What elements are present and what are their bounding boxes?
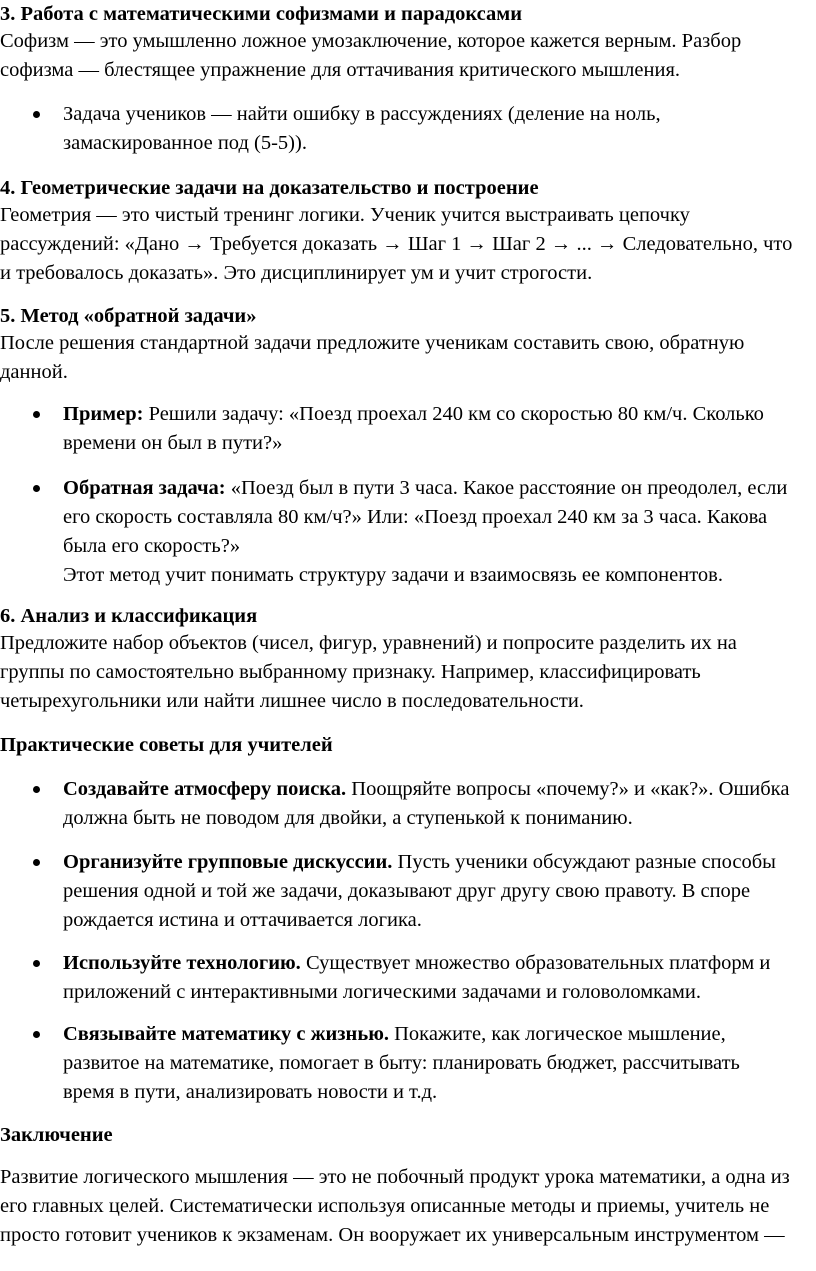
section-heading-sophisms: 3. Работа с математическими софизмами и парадоксами: [0, 3, 523, 25]
list-item-line: должна быть не поводом для двойки, а ступенькой к пониманию.: [63, 807, 633, 829]
paragraph-line: группы по самостоятельно выбранному признаку. Например, классифицировать: [0, 661, 701, 683]
section-heading-teacher-tips: Практические советы для учителей: [0, 734, 333, 756]
paragraph-line: его главных целей. Систематически используя описанные методы и приемы, учитель не: [0, 1195, 770, 1217]
list-item-line: времени он был в пути?»: [63, 432, 283, 454]
paragraph-line: Софизм — это умышленно ложное умозаключение, которое кажется верным. Разбор: [0, 30, 742, 52]
section-heading-inverse-task: 5. Метод «обратной задачи»: [0, 305, 257, 327]
list-item-line: [63, 1020, 813, 1049]
paragraph-line: четырехугольники или найти лишнее число в последовательности.: [0, 690, 584, 712]
list-item-lead: Связывайте математику с жизнью.: [63, 1023, 389, 1045]
list-item-line: рождается истина и оттачивается логика.: [63, 909, 422, 931]
list-item-line: [63, 949, 813, 978]
bullet-dot-icon: [33, 111, 40, 118]
list-item-line: была его скорость?»: [63, 535, 241, 557]
section-paragraph-sophisms: [0, 27, 816, 85]
paragraph-line: Развитие логического мышления — это не побочный продукт урока математики, а одна из: [0, 1166, 790, 1188]
list-item-line: Этот метод учит понимать структуру задачи и взаимосвязь ее компонентов.: [63, 564, 723, 586]
list-item-text: Существует множество образовательных платформ и: [300, 952, 771, 974]
list-item-line: приложений с интерактивными логическими задачами и головоломками.: [63, 981, 701, 1003]
section-heading-geometry: 4. Геометрические задачи на доказательство и построение: [0, 177, 539, 199]
paragraph-line: просто готовит учеников к экзаменам. Он вооружает их универсальным инструментом —: [0, 1224, 785, 1246]
list-item-text: «Поезд был в пути 3 часа. Какое расстояние он преодолел, если: [225, 477, 788, 499]
list-item-line: [63, 474, 813, 503]
paragraph-line: данной.: [0, 361, 68, 383]
list-item-text: Поощряйте вопросы «почему?» и «как?». Ошибка: [346, 778, 790, 800]
section-heading-conclusion: Заключение: [0, 1124, 113, 1146]
bullet-dot-icon: [33, 960, 40, 967]
list-item-lead: Используйте технологию.: [63, 952, 301, 974]
list-item-line: [63, 848, 813, 877]
list-item-line: [63, 775, 813, 804]
paragraph-line: софизма — блестящее упражнение для оттачивания критического мышления.: [0, 59, 680, 81]
list-item-line: время в пути, анализировать новости и т.д.: [63, 1081, 438, 1103]
list-item-line: развитое на математике, помогает в быту: планировать бюджет, рассчитывать: [63, 1052, 740, 1074]
section-paragraph-inverse-task: [0, 329, 816, 387]
list-item-lead: Обратная задача:: [63, 477, 226, 499]
paragraph-line: и требовалось доказать». Это дисциплинирует ум и учит строгости.: [0, 262, 593, 284]
paragraph-line: Геометрия — это чистый тренинг логики. Ученик учится выстраивать цепочку: [0, 204, 690, 226]
list-item-lead: Пример:: [63, 403, 144, 425]
section-heading-classification: 6. Анализ и классификация: [0, 605, 258, 627]
list-item-line: его скорость составляла 80 км/ч?» Или: «Поезд проехал 240 км за 3 часа. Какова: [63, 506, 768, 528]
list-item-text: Покажите, как логическое мышление,: [388, 1023, 726, 1045]
list-item-line: Задача учеников — найти ошибку в рассуждениях (деление на ноль,: [63, 103, 661, 125]
bullet-dot-icon: [33, 786, 40, 793]
section-paragraph-conclusion: [0, 1163, 816, 1250]
list-item-lead: Создавайте атмосферу поиска.: [63, 778, 347, 800]
list-item-text: Пусть ученики обсуждают разные способы: [392, 851, 776, 873]
list-item-text: Решили задачу: «Поезд проехал 240 км со скоростью 80 км/ч. Сколько: [143, 403, 764, 425]
bullet-dot-icon: [33, 485, 40, 492]
paragraph-line: После решения стандартной задачи предложите ученикам составить свою, обратную: [0, 332, 745, 354]
paragraph-line: Предложите набор объектов (чисел, фигур, уравнений) и попросите разделить их на: [0, 632, 737, 654]
list-item-lead: Организуйте групповые дискуссии.: [63, 851, 393, 873]
list-item-line: [63, 400, 813, 429]
section-paragraph-geometry: [0, 201, 816, 288]
list-item-line: замаскированное под (5-5)).: [63, 132, 307, 154]
bullet-dot-icon: [33, 411, 40, 418]
bullet-dot-icon: [33, 1031, 40, 1038]
list-item-line: решения одной и той же задачи, доказывают друг другу свою правоту. В споре: [63, 880, 751, 902]
section-paragraph-classification: [0, 629, 816, 716]
bullet-dot-icon: [33, 859, 40, 866]
paragraph-line: рассуждений: «Дано → Требуется доказать → Шаг 1 → Шаг 2 → ... → Следовательно, что: [0, 233, 793, 255]
